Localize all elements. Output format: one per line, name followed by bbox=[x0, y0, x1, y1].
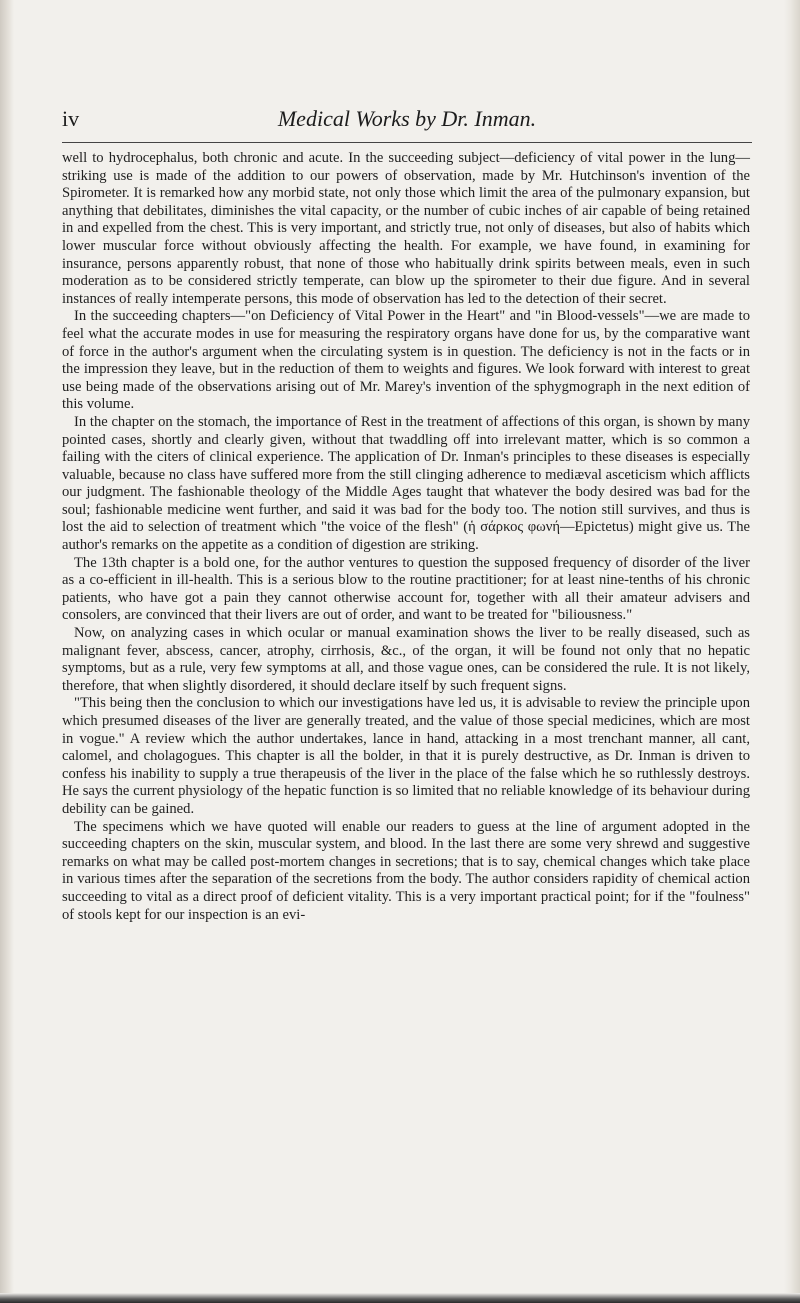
page-number: iv bbox=[62, 106, 80, 131]
paragraph: In the succeeding chapters—"on Deficiency of Vital Power in the Heart" and "in Blood-vessels"—we are made to feel what the accurate modes in use for measuring the respiratory organs have done for us, by the comparative want of force in the author's argument when the circulating system is in question. The deficiency is not in the facts or in the impression they leave, but in the reduction of them to weights and figures. We look forward with interest to great use being made of the observations arising out of Mr. Marey's invention of the sphygmograph in the next edition of this volume. bbox=[62, 308, 750, 413]
page-body bbox=[62, 150, 750, 924]
running-head: Medical Works by Dr. Inman. bbox=[277, 106, 537, 131]
page-edge-shadow bbox=[784, 0, 800, 1303]
page-header bbox=[62, 106, 752, 136]
paragraph: well to hydrocephalus, both chronic and acute. In the succeeding subject—deficiency of vital power in the lung—striking use is made of the addition to our powers of observation, made by Mr. Hutchinson's invention of the Spirometer. It is remarked how any morbid state, not only those which limit the area of the pulmonary expansion, but anything that debilitates, diminishes the vital capacity, or the number of cubic inches of air capable of being retained in and expelled from the chest. This is very important, and strictly true, not only of diseases, but also of habits which lower muscular force without obviously affecting the health. For example, we have found, in examining for insurance, persons apparently robust, that none of those who habitually drink spirits between meals, even in such moderation as to be considered strictly temperate, can blow up the spirometer to their due figure. And in several instances of really intemperate persons, this mode of observation has led to the detection of their secret. bbox=[62, 150, 750, 307]
book-spine-shadow bbox=[0, 0, 14, 1303]
paragraph: The specimens which we have quoted will enable our readers to guess at the line of argument adopted in the succeeding chapters on the skin, muscular system, and blood. In the last there are some very shrewd and suggestive remarks on what may be called post-mortem changes in secretions; that is to say, chemical changes which take place in various times after the separation of the secretions from the body. The author considers rapidity of chemical action succeeding to vital as a direct proof of deficient vitality. This is a very important practical point; for if the "foulness" of stools kept for our inspection is an evi- bbox=[62, 818, 750, 923]
header-rule bbox=[62, 142, 752, 143]
page-bottom-edge bbox=[0, 1293, 800, 1303]
paragraph: Now, on analyzing cases in which ocular or manual examination shows the liver to be really diseased, such as malignant fever, abscess, cancer, atrophy, cirrhosis, &c., of the organ, it will be found not only that no hepatic symptoms, but as a rule, very few symptoms at all, and those vague ones, can be considered the rule. It is not likely, therefore, that when slightly disordered, it should declare itself by such frequent signs. bbox=[62, 625, 750, 694]
paragraph: In the chapter on the stomach, the importance of Rest in the treatment of affections of this organ, is shown by many pointed cases, shortly and clearly given, without that twaddling off into irrelevant matter, which is so common a failing with the citers of clinical experience. The application of Dr. Inman's principles to these diseases is especially valuable, because no class have suffered more from the still clinging adherence to mediæval asceticism which afflicts our judgment. The fashionable theology of the Middle Ages taught that whatever the body desired was bad for the soul; fashionable medicine went further, and said it was bad for the body too. The notion still survives, and thus is lost the aid to selection of treatment which "the voice of the flesh" (ἡ σάρκος φωνή—Epictetus) might give us. The author's remarks on the appetite as a condition of digestion are striking. bbox=[62, 413, 750, 554]
paragraph: The 13th chapter is a bold one, for the author ventures to question the supposed frequency of disorder of the liver as a co-efficient in ill-health. This is a serious blow to the routine practitioner; for at least nine-tenths of his chronic patients, who have got a pain they cannot otherwise account for, together with all their amateur advisers and consolers, are convinced that their livers are out of order, and want to be treated for "biliousness." bbox=[62, 554, 750, 624]
paragraph: "This being then the conclusion to which our investigations have led us, it is advisable to review the principle upon which presumed diseases of the liver are generally treated, and the value of those special medicines, which are most in vogue." A review which the author undertakes, lance in hand, attacking in a most trenchant manner, all cant, calomel, and cholagogues. This chapter is all the bolder, in that it is purely destructive, as Dr. Inman is driven to confess his inability to supply a true therapeusis of the liver in the place of the false which he so ruthlessly destroys. He says the current physiology of the hepatic function is so limited that no reliable knowledge of its behaviour during debility can be gained. bbox=[62, 695, 750, 817]
